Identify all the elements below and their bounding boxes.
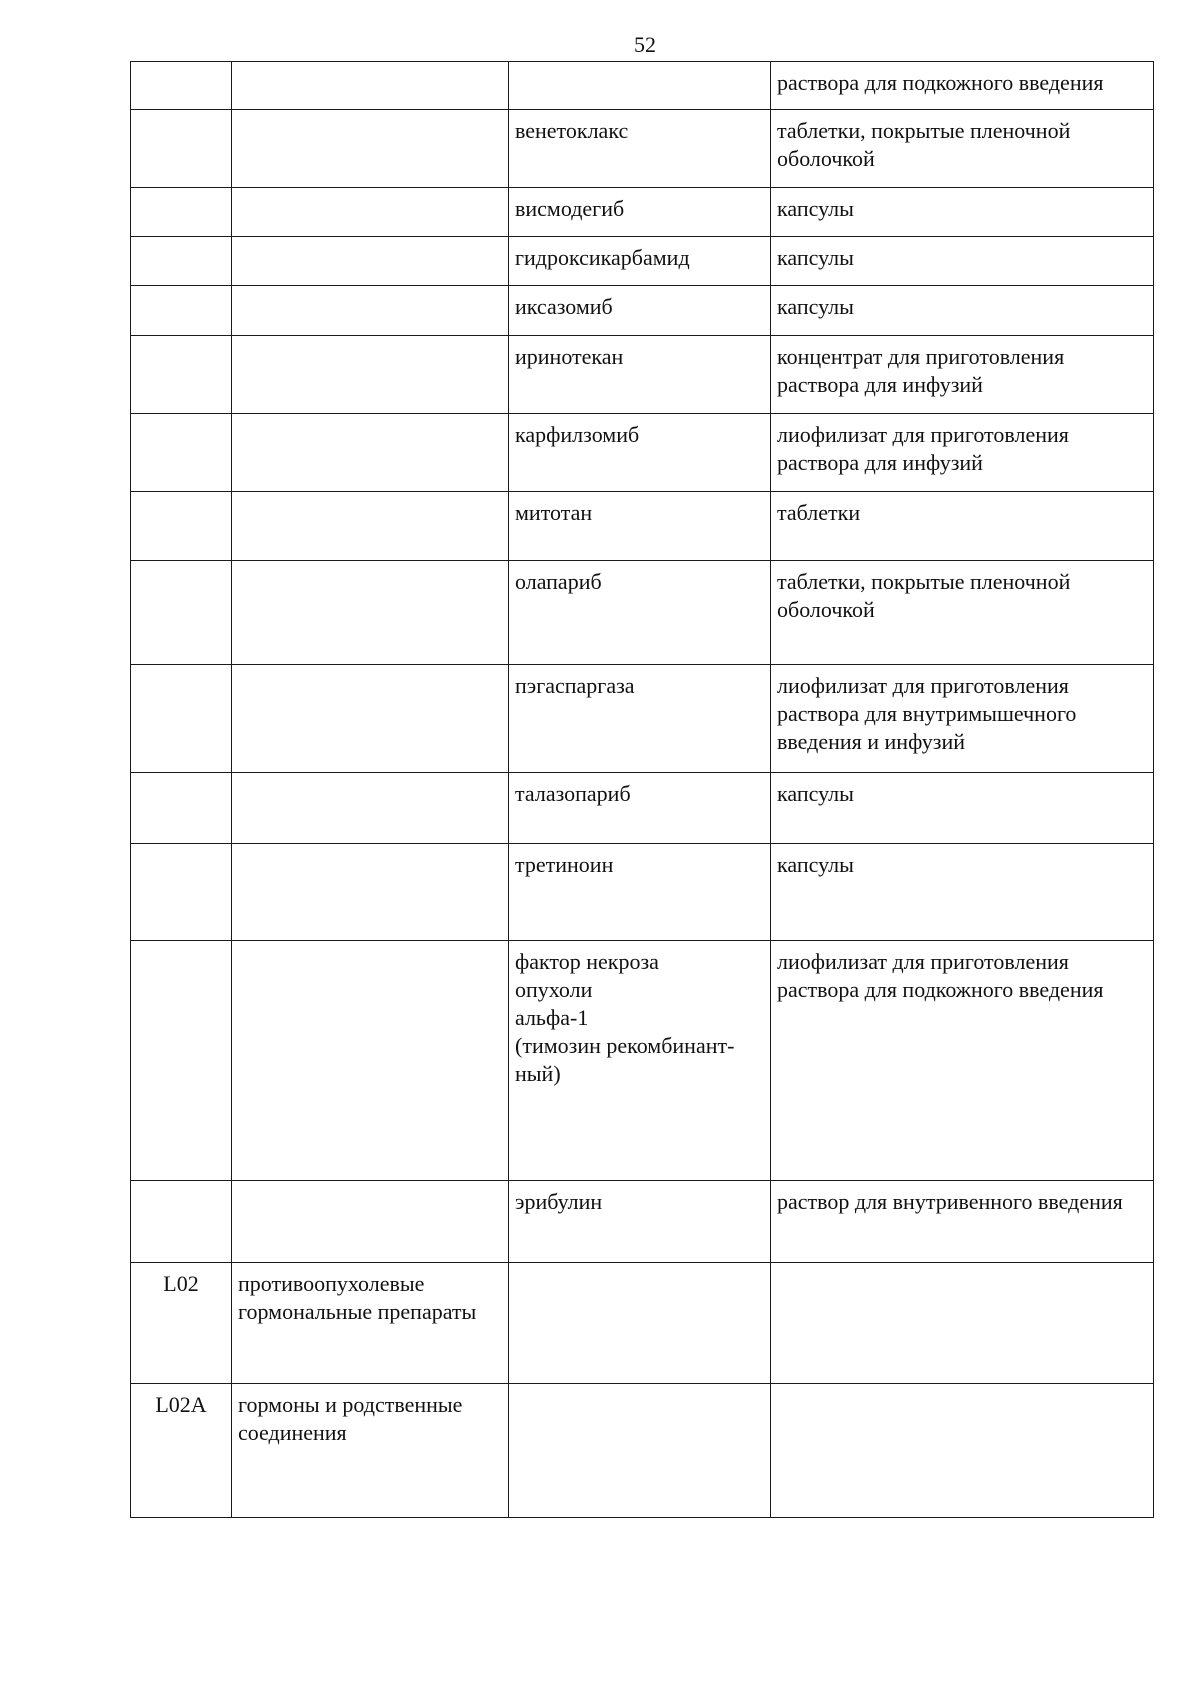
dosage-form-cell: раствора для подкожного введения (771, 62, 1154, 110)
dosage-form-cell: капсулы (771, 773, 1154, 844)
table-row (131, 336, 1154, 414)
drug-name-cell: иксазомиб (509, 286, 771, 336)
group-name-cell (232, 237, 509, 286)
dosage-form-cell: таблетки, покрытые пленочной оболочкой (771, 110, 1154, 188)
drug-name-cell: митотан (509, 492, 771, 561)
group-name-cell (232, 286, 509, 336)
dosage-form-cell: раствор для внутривенного введения (771, 1181, 1154, 1263)
group-name-cell: гормоны и родственные соединения (232, 1384, 509, 1518)
dosage-form-cell: концентрат для приготовления раствора для инфузий (771, 336, 1154, 414)
table-row (131, 286, 1154, 336)
dosage-form-cell: лиофилизат для приготовления раствора для подкожного введения (771, 941, 1154, 1181)
atc-code-cell (131, 62, 232, 110)
table-row (131, 1384, 1154, 1518)
dosage-form-cell: таблетки, покрытые пленочной оболочкой (771, 561, 1154, 665)
group-name-cell (232, 1181, 509, 1263)
dosage-form-cell: капсулы (771, 286, 1154, 336)
table-row (131, 492, 1154, 561)
group-name-cell (232, 773, 509, 844)
dosage-form-cell: капсулы (771, 844, 1154, 941)
drug-name-cell: иринотекан (509, 336, 771, 414)
drug-name-cell: висмодегиб (509, 188, 771, 237)
atc-code-cell: L02A (131, 1384, 232, 1518)
drug-name-cell: фактор некроза опухоли альфа-1 (тимозин рекомбинант- ный) (509, 941, 771, 1181)
atc-code-cell (131, 844, 232, 941)
table-row (131, 1181, 1154, 1263)
drug-name-cell (509, 1263, 771, 1384)
atc-code-cell (131, 286, 232, 336)
atc-code-cell (131, 237, 232, 286)
dosage-form-cell (771, 1384, 1154, 1518)
group-name-cell (232, 492, 509, 561)
drug-name-cell: гидроксикарбамид (509, 237, 771, 286)
atc-code-cell (131, 665, 232, 773)
table-row (131, 561, 1154, 665)
drug-name-cell: эрибулин (509, 1181, 771, 1263)
group-name-cell (232, 62, 509, 110)
atc-code-cell (131, 110, 232, 188)
drug-table (130, 61, 1154, 1518)
group-name-cell (232, 336, 509, 414)
atc-code-cell (131, 492, 232, 561)
dosage-form-cell (771, 1263, 1154, 1384)
table-row (131, 773, 1154, 844)
page-number: 52 (634, 32, 656, 57)
table-row (131, 188, 1154, 237)
dosage-form-cell: таблетки (771, 492, 1154, 561)
atc-code-cell (131, 561, 232, 665)
dosage-form-cell: лиофилизат для приготовления раствора для инфузий (771, 414, 1154, 492)
atc-code-cell (131, 188, 232, 237)
table-row (131, 844, 1154, 941)
table-row (131, 110, 1154, 188)
drug-name-cell: талазопариб (509, 773, 771, 844)
group-name-cell: противоопухолевые гормональные препараты (232, 1263, 509, 1384)
group-name-cell (232, 110, 509, 188)
group-name-cell (232, 941, 509, 1181)
atc-code-cell (131, 414, 232, 492)
table-row (131, 414, 1154, 492)
group-name-cell (232, 561, 509, 665)
dosage-form-cell: капсулы (771, 237, 1154, 286)
drug-name-cell: олапариб (509, 561, 771, 665)
atc-code-cell: L02 (131, 1263, 232, 1384)
atc-code-cell (131, 336, 232, 414)
table-row (131, 1263, 1154, 1384)
drug-name-cell: карфилзомиб (509, 414, 771, 492)
group-name-cell (232, 665, 509, 773)
table-row (131, 941, 1154, 1181)
drug-name-cell: пэгаспаргаза (509, 665, 771, 773)
atc-code-cell (131, 773, 232, 844)
dosage-form-cell: капсулы (771, 188, 1154, 237)
drug-name-cell (509, 1384, 771, 1518)
drug-name-cell: венетоклакс (509, 110, 771, 188)
table-row (131, 62, 1154, 110)
table-row (131, 237, 1154, 286)
dosage-form-cell: лиофилизат для приготовления раствора для внутримышечного введения и инфузий (771, 665, 1154, 773)
group-name-cell (232, 188, 509, 237)
group-name-cell (232, 414, 509, 492)
drug-name-cell (509, 62, 771, 110)
atc-code-cell (131, 1181, 232, 1263)
table-row (131, 665, 1154, 773)
atc-code-cell (131, 941, 232, 1181)
group-name-cell (232, 844, 509, 941)
drug-name-cell: третиноин (509, 844, 771, 941)
